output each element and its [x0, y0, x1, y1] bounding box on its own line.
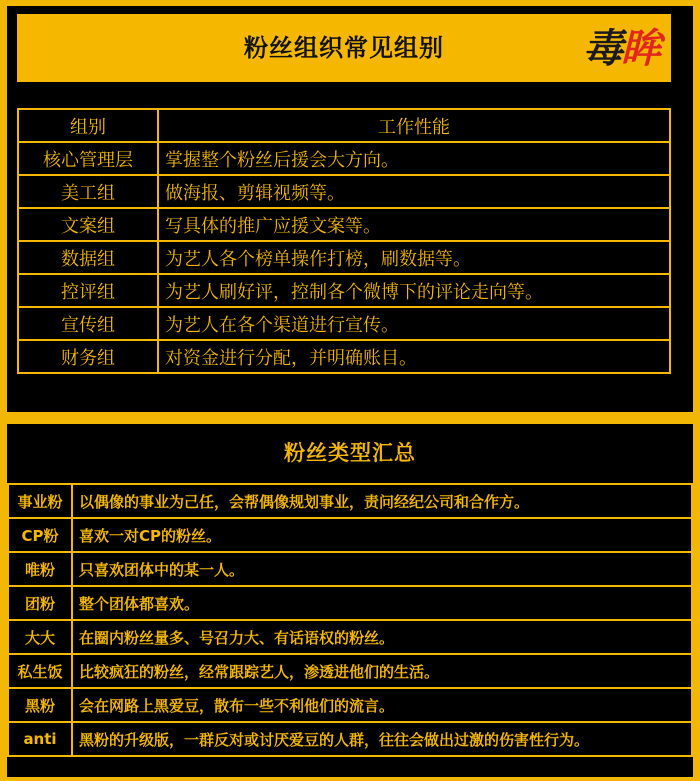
- group-duty-cell: 为艺人各个榜单操作打榜，刷数据等。: [158, 241, 670, 274]
- fan-type-cell: 黑粉: [8, 688, 72, 722]
- fan-type-cell: CP粉: [8, 518, 72, 552]
- group-name-cell: 数据组: [18, 241, 158, 274]
- group-duty-cell: 写具体的推广应援文案等。: [158, 208, 670, 241]
- page-title: 粉丝组织常见组别: [244, 34, 444, 62]
- fan-type-cell: anti: [8, 722, 72, 756]
- table-row: [18, 340, 670, 373]
- fan-type-cell: 团粉: [8, 586, 72, 620]
- table-row: [8, 722, 692, 756]
- group-duty-cell: 做海报、剪辑视频等。: [158, 175, 670, 208]
- table-row: [8, 484, 692, 518]
- group-name-cell: 文案组: [18, 208, 158, 241]
- table-row: [18, 175, 670, 208]
- title-banner: [17, 14, 671, 82]
- fan-type-cell: 大大: [8, 620, 72, 654]
- group-name-cell: 核心管理层: [18, 142, 158, 175]
- col-header-group: 组别: [18, 109, 158, 142]
- group-name-cell: 财务组: [18, 340, 158, 373]
- fan-type-cell: 唯粉: [8, 552, 72, 586]
- logo-part-2: 眸: [621, 26, 659, 72]
- table-row: [18, 307, 670, 340]
- fan-type-desc-cell: 整个团体都喜欢。: [72, 586, 692, 620]
- group-duty-cell: 掌握整个粉丝后援会大方向。: [158, 142, 670, 175]
- table-row: [8, 620, 692, 654]
- fan-type-desc-cell: 在圈内粉丝量多、号召力大、有话语权的粉丝。: [72, 620, 692, 654]
- logo-part-1: 毒: [583, 26, 621, 72]
- col-header-duty: 工作性能: [158, 109, 670, 142]
- group-duty-cell: 为艺人刷好评，控制各个微博下的评论走向等。: [158, 274, 670, 307]
- table-row: [8, 518, 692, 552]
- table-row: [8, 552, 692, 586]
- group-duty-cell: 对资金进行分配，并明确账目。: [158, 340, 670, 373]
- table-row: [18, 241, 670, 274]
- table-row: [18, 208, 670, 241]
- brand-logo: [583, 26, 659, 72]
- types-title: 粉丝类型汇总: [284, 441, 416, 465]
- table-row: [18, 274, 670, 307]
- table-row: [18, 142, 670, 175]
- group-name-cell: 控评组: [18, 274, 158, 307]
- group-name-cell: 宣传组: [18, 307, 158, 340]
- groups-table: [17, 108, 671, 374]
- fan-type-desc-cell: 黑粉的升级版，一群反对或讨厌爱豆的人群，往往会做出过激的伤害性行为。: [72, 722, 692, 756]
- fan-type-cell: 事业粉: [8, 484, 72, 518]
- fan-type-desc-cell: 只喜欢团体中的某一人。: [72, 552, 692, 586]
- table-row: [8, 586, 692, 620]
- group-duty-cell: 为艺人在各个渠道进行宣传。: [158, 307, 670, 340]
- table-row: [8, 654, 692, 688]
- fan-type-desc-cell: 比较疯狂的粉丝，经常跟踪艺人，渗透进他们的生活。: [72, 654, 692, 688]
- groups-table-header: [18, 109, 670, 142]
- fan-type-desc-cell: 以偶像的事业为己任，会帮偶像规划事业，责问经纪公司和合作方。: [72, 484, 692, 518]
- group-name-cell: 美工组: [18, 175, 158, 208]
- types-table: [7, 483, 693, 757]
- fan-type-cell: 私生饭: [8, 654, 72, 688]
- fan-type-desc-cell: 会在网路上黑爱豆，散布一些不利他们的流言。: [72, 688, 692, 722]
- fan-type-desc-cell: 喜欢一对CP的粉丝。: [72, 518, 692, 552]
- table-row: [8, 688, 692, 722]
